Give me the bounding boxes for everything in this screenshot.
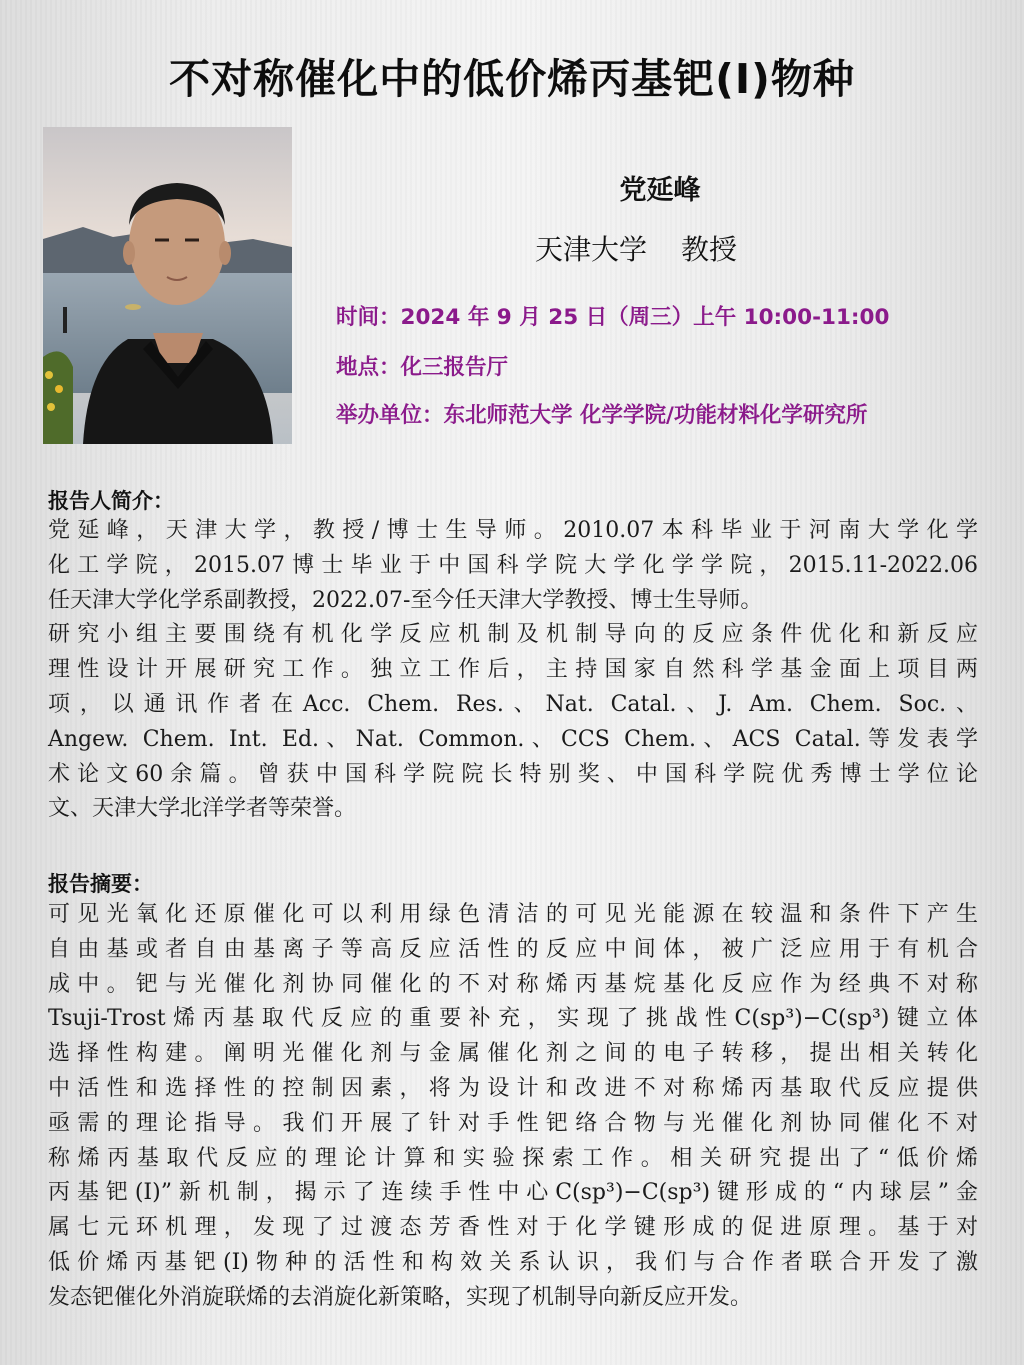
bio-text	[48, 514, 978, 827]
speaker-position: 教授	[681, 233, 738, 266]
speaker-affiliation	[535, 228, 737, 268]
speaker-photo	[43, 127, 292, 444]
abstract-line: 选择性构建。阐明光催化剂与金属催化剂之间的电子转移，提出相关转化	[48, 1041, 978, 1067]
speaker-university: 天津大学	[535, 233, 648, 266]
bio-line: 术论文60余篇。曾获中国科学院院长特别奖、中国科学院优秀博士学位论	[48, 761, 978, 787]
abstract-line: 自由基或者自由基离子等高反应活性的反应中间体，被广泛应用于有机合	[48, 936, 978, 962]
abstract-line: 丙基钯(I)”新机制，揭示了连续手性中心C(sp³)−C(sp³)键形成的“内球层”金	[48, 1180, 978, 1206]
bio-line: 党延峰，天津大学，教授/博士生导师。2010.07本科毕业于河南大学化学	[48, 518, 978, 543]
abstract-line: 可见光氧化还原催化可以利用绿色清洁的可见光能源在较温和条件下产生	[48, 902, 978, 927]
abstract-heading: 报告摘要：	[48, 872, 153, 896]
abstract-line: 称烯丙基取代反应的理论计算和实验探索工作。相关研究提出了“低价烯	[48, 1145, 978, 1171]
abstract-line: Tsuji-Trost烯丙基取代反应的重要补充，实现了挑战性C(sp³)−C(sp³)键立体	[48, 1006, 978, 1032]
bio-heading: 报告人简介：	[48, 489, 174, 513]
abstract-line: 低价烯丙基钯(I)物种的活性和构效关系认识，我们与合作者联合开发了激	[48, 1249, 978, 1275]
abstract-text	[48, 898, 978, 1316]
abstract-line: 中活性和选择性的控制因素，将为设计和改进不对称烯丙基取代反应提供	[48, 1075, 978, 1101]
bio-line: 文、天津大学北洋学者等荣誉。	[48, 796, 357, 822]
bio-line: Angew. Chem. Int. Ed.、Nat. Common.、CCS Chem.、ACS Catal.等发表学	[48, 726, 978, 752]
bio-line: 理性设计开展研究工作。独立工作后，主持国家自然科学基金面上项目两	[48, 657, 978, 683]
speaker-name: 党延峰	[619, 175, 701, 206]
abstract-line: 属七元环机理，发现了过渡态芳香性对于化学键形成的促进原理。基于对	[48, 1215, 978, 1241]
bio-line: 任天津大学化学系副教授，2022.07-至今任天津大学教授、博士生导师。	[48, 587, 763, 613]
abstract-line: 亟需的理论指导。我们开展了针对手性钯络合物与光催化剂协同催化不对	[48, 1110, 978, 1136]
page-title: 不对称催化中的低价烯丙基钯(I)物种	[169, 55, 855, 103]
abstract-line: 成中。钯与光催化剂协同催化的不对称烯丙基烷基化反应作为经典不对称	[48, 971, 978, 997]
bio-line: 项，以通讯作者在Acc. Chem. Res.、Nat. Catal.、J. Am. Chem. Soc.、	[48, 691, 978, 717]
event-time: 时间：2024 年 9 月 25 日（周三）上午 10:00-11:00	[336, 305, 890, 330]
event-organizer: 举办单位：东北师范大学 化学学院/功能材料化学研究所	[336, 403, 868, 428]
event-place: 地点：化三报告厅	[336, 355, 509, 380]
bio-line: 研究小组主要围绕有机化学反应机制及机制导向的反应条件优化和新反应	[48, 622, 978, 648]
bio-line: 化工学院，2015.07博士毕业于中国科学院大学化学学院，2015.11-2022.06	[48, 552, 978, 578]
abstract-line: 发态钯催化外消旋联烯的去消旋化新策略，实现了机制导向新反应开发。	[48, 1284, 753, 1310]
